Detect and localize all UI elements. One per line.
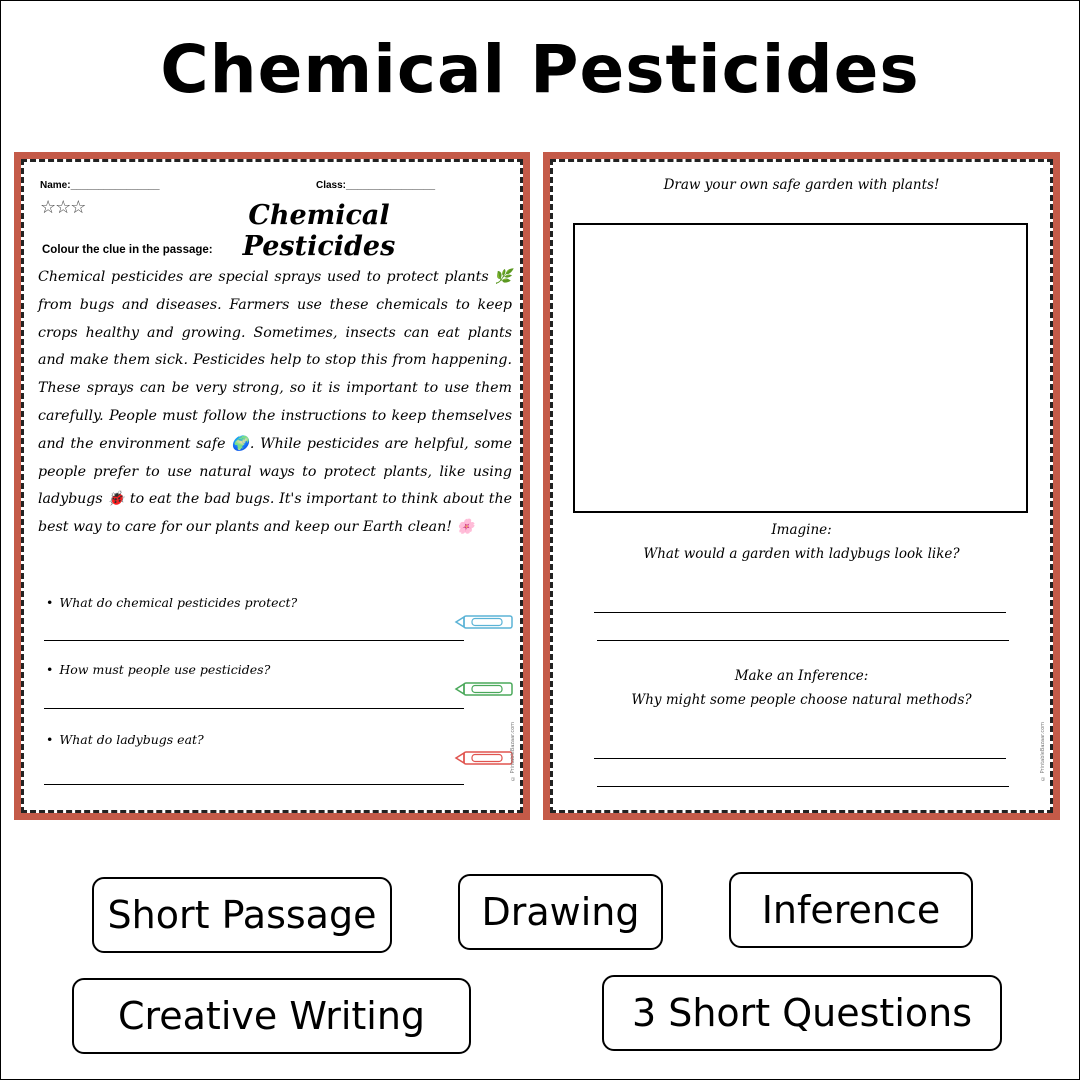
answer-line xyxy=(44,784,464,785)
answer-line xyxy=(594,758,1006,759)
worksheet-preview xyxy=(14,152,530,820)
worksheet-title: Chemical Pesticides xyxy=(242,200,396,262)
rating-stars-icon: ☆☆☆ xyxy=(40,197,86,218)
imagine-heading: Imagine: xyxy=(771,522,832,538)
page-title: Chemical Pesticides xyxy=(160,31,920,108)
copyright-text: © PrintableBazaar.com xyxy=(510,722,516,781)
worksheet-inner xyxy=(21,159,523,813)
drawing-page-preview xyxy=(543,152,1060,820)
tag-drawing: Drawing xyxy=(458,874,663,950)
worksheet-instruction: Colour the clue in the passage: xyxy=(42,244,213,256)
answer-line xyxy=(44,708,464,709)
drawing-prompt: Draw your own safe garden with plants! xyxy=(663,177,940,193)
reading-passage: Chemical pesticides are special sprays used to protect plants 🌿 from bugs and diseases. Farmers use these chemicals to keep crops healthy and growing. Sometimes, insects can eat plants and make them sick. Pesticides help to stop this from happening. These sprays can be very strong, so it is important to use them carefully. People must follow the instructions to keep themselves and the environment safe 🌍. While pesticides are helpful, some people prefer to use natural ways to protect plants, like using ladybugs 🐞 to eat the bad bugs. It's important to think about the best way to care for our plants and keep our Earth clean! 🌸 xyxy=(38,269,512,536)
name-label: Name:________________ xyxy=(40,180,160,191)
bullet: • xyxy=(46,732,54,747)
inference-question: Why might some people choose natural methods? xyxy=(631,692,972,708)
class-label: Class:________________ xyxy=(316,180,435,191)
tag-creative-writing: Creative Writing xyxy=(72,978,471,1054)
question-text: How must people use pesticides? xyxy=(59,662,271,677)
bullet: • xyxy=(46,662,54,677)
tag-3-short-questions: 3 Short Questions xyxy=(602,975,1002,1051)
answer-line xyxy=(597,786,1009,787)
drawing-box xyxy=(573,223,1028,513)
question-1 xyxy=(46,595,297,610)
bullet: • xyxy=(46,595,54,610)
question-2 xyxy=(46,662,270,677)
tag-inference: Inference xyxy=(729,872,973,948)
drawing-page-inner xyxy=(550,159,1053,813)
green-crayon-icon xyxy=(454,681,514,697)
copyright-text: © PrintableBazaar.com xyxy=(1040,722,1046,781)
question-text: What do ladybugs eat? xyxy=(59,732,204,747)
tag-short-passage: Short Passage xyxy=(92,877,392,953)
question-3 xyxy=(46,732,204,747)
inference-heading: Make an Inference: xyxy=(734,668,869,684)
blue-crayon-icon xyxy=(454,614,514,630)
answer-line xyxy=(44,640,464,641)
imagine-question: What would a garden with ladybugs look like? xyxy=(643,546,960,562)
answer-line xyxy=(594,612,1006,613)
answer-line xyxy=(597,640,1009,641)
red-crayon-icon xyxy=(454,750,514,766)
question-text: What do chemical pesticides protect? xyxy=(59,595,298,610)
